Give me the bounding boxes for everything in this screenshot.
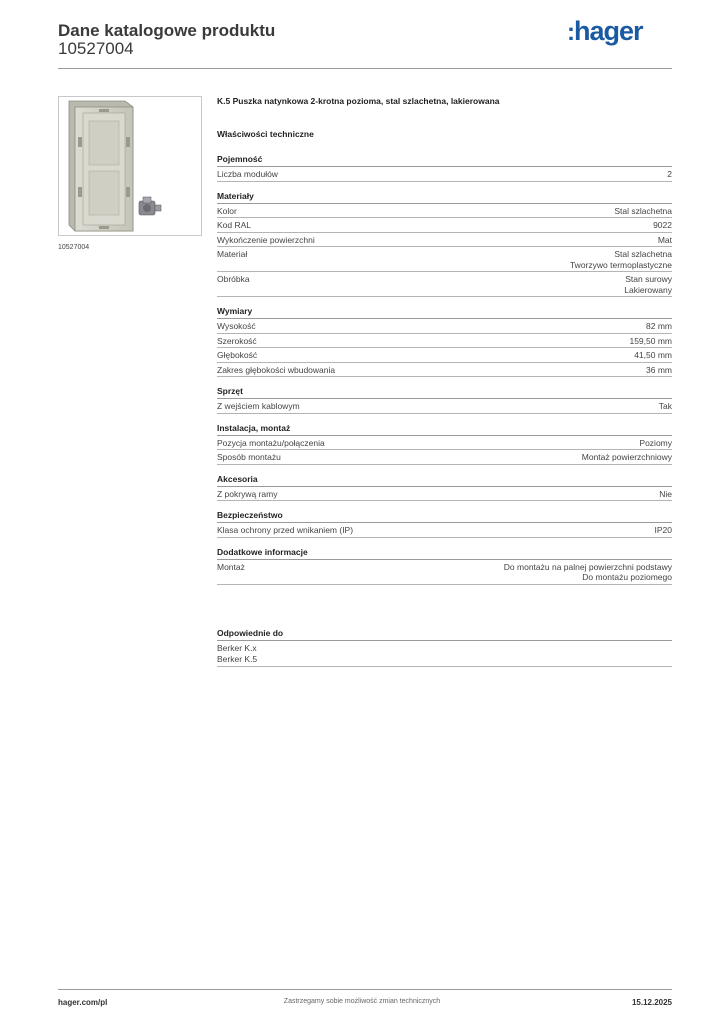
spec-row bbox=[217, 560, 672, 585]
spec-groups bbox=[217, 154, 672, 585]
spec-value bbox=[667, 169, 672, 180]
spec-value-line: Tak bbox=[658, 401, 672, 411]
suitable-title: Odpowiednie do bbox=[217, 628, 672, 641]
product-title: K.5 Puszka natynkowa 2-krotna pozioma, stal szlachetna, lakierowana bbox=[217, 96, 500, 106]
spec-value bbox=[659, 401, 672, 412]
spec-row bbox=[217, 218, 672, 233]
surface-box-illustration bbox=[59, 97, 201, 235]
spec-group-title: Materiały bbox=[217, 191, 672, 204]
spec-value bbox=[653, 220, 672, 231]
spec-group-title: Bezpieczeństwo bbox=[217, 510, 672, 523]
spec-row bbox=[217, 487, 672, 502]
spec-group-title: Dodatkowe informacje bbox=[217, 547, 672, 560]
spec-label: Z pokrywą ramy bbox=[217, 488, 278, 499]
header-divider bbox=[58, 68, 672, 69]
spec-label: Wysokość bbox=[217, 321, 256, 331]
spec-value bbox=[629, 336, 672, 347]
spec-group-title: Wymiary bbox=[217, 306, 672, 319]
spec-value-line: Do montażu na palnej powierzchni podstawy bbox=[503, 561, 672, 572]
suitable-list bbox=[217, 641, 672, 667]
footer-divider bbox=[58, 989, 672, 990]
footer-date: 15.12.2025 bbox=[631, 998, 672, 1007]
spec-group-title: Instalacja, montaż bbox=[217, 423, 672, 436]
spec-value-line: Mat bbox=[657, 234, 672, 245]
spec-value bbox=[582, 452, 672, 463]
spec-label: Kolor bbox=[217, 205, 237, 216]
specs-heading: Właściwości techniczne bbox=[217, 129, 314, 139]
spec-label: Pozycja montażu/połączenia bbox=[217, 437, 325, 448]
spec-value bbox=[634, 350, 672, 361]
spec-row bbox=[217, 233, 672, 248]
spec-label: Klasa ochrony przed wnikaniem (IP) bbox=[217, 525, 354, 535]
spec-value bbox=[504, 562, 672, 583]
spec-group bbox=[217, 191, 672, 298]
spec-value-line: Stan surowy bbox=[625, 274, 672, 284]
spec-row bbox=[217, 334, 672, 349]
spec-group-title: Pojemność bbox=[217, 154, 672, 167]
spec-label: Materiał bbox=[217, 249, 248, 259]
spec-value bbox=[659, 489, 672, 500]
spec-row bbox=[217, 399, 672, 414]
spec-value-line: IP20 bbox=[654, 525, 672, 535]
spec-group bbox=[217, 547, 672, 585]
technical-specs bbox=[217, 129, 672, 594]
spec-value-line: 2 bbox=[667, 169, 672, 179]
spec-label: Zakres głębokości wbudowania bbox=[217, 364, 336, 375]
suitable-for-section bbox=[217, 628, 672, 667]
spec-row bbox=[217, 272, 672, 297]
spec-value-line: Tworzywo termoplastyczne bbox=[569, 259, 672, 270]
spec-value-line: Stal szlachetna bbox=[614, 205, 672, 216]
spec-value bbox=[614, 206, 672, 217]
spec-group bbox=[217, 386, 672, 414]
spec-value-line: 9022 bbox=[653, 220, 672, 230]
spec-label: Szerokość bbox=[217, 335, 257, 346]
footer-website-link[interactable]: hager.com/pl bbox=[58, 998, 108, 1007]
spec-value-line: Do montażu poziomego bbox=[582, 572, 672, 582]
spec-value bbox=[624, 274, 672, 295]
product-image bbox=[58, 96, 202, 236]
spec-value-line: Stal szlachetna bbox=[614, 249, 672, 259]
hager-logo[interactable]: :hager bbox=[567, 16, 643, 46]
spec-row bbox=[217, 450, 672, 465]
spec-value-line: Nie bbox=[659, 488, 672, 499]
image-caption: 10527004 bbox=[58, 244, 90, 251]
cable-gland bbox=[139, 197, 161, 215]
spec-group bbox=[217, 423, 672, 465]
spec-label: Z wejściem kablowym bbox=[217, 401, 300, 411]
spec-value bbox=[658, 235, 672, 246]
spec-row bbox=[217, 363, 672, 378]
spec-row bbox=[217, 167, 672, 182]
spec-value bbox=[646, 365, 672, 376]
spec-row bbox=[217, 319, 672, 334]
spec-group-title: Akcesoria bbox=[217, 474, 672, 487]
spec-group bbox=[217, 510, 672, 538]
spec-value bbox=[570, 249, 672, 270]
spec-group bbox=[217, 474, 672, 502]
spec-group bbox=[217, 154, 672, 182]
product-code: 10527004 bbox=[58, 39, 134, 58]
suitable-item: Berker K.5 bbox=[217, 653, 258, 664]
spec-value bbox=[655, 525, 673, 536]
spec-label: Wykończenie powierzchni bbox=[217, 234, 315, 245]
spec-row bbox=[217, 247, 672, 272]
page-title: Dane katalogowe produktu bbox=[58, 21, 276, 40]
spec-value-line: 41,50 mm bbox=[634, 350, 672, 360]
spec-row bbox=[217, 348, 672, 363]
spec-value-line: 82 mm bbox=[646, 321, 672, 331]
spec-value bbox=[639, 438, 672, 449]
spec-value-line: Montaż powierzchniowy bbox=[581, 452, 672, 462]
spec-value-line: Lakierowany bbox=[624, 284, 672, 295]
spec-row bbox=[217, 523, 672, 538]
spec-label: Głębokość bbox=[217, 350, 258, 360]
spec-row bbox=[217, 204, 672, 219]
spec-label: Liczba modułów bbox=[217, 169, 278, 179]
spec-label: Kod RAL bbox=[217, 220, 252, 230]
spec-group bbox=[217, 306, 672, 377]
spec-value bbox=[646, 321, 672, 332]
spec-row bbox=[217, 436, 672, 451]
footer-disclaimer: Zastrzegamy sobie możliwość zmian technicznych bbox=[283, 998, 441, 1005]
spec-label: Obróbka bbox=[217, 274, 250, 284]
spec-group-title: Sprzęt bbox=[217, 386, 672, 399]
spec-value-line: 36 mm bbox=[646, 364, 672, 375]
logo-text: hager bbox=[574, 16, 643, 46]
suitable-item: Berker K.x bbox=[217, 643, 257, 653]
spec-value-line: 159,50 mm bbox=[629, 335, 672, 346]
spec-label: Sposób montażu bbox=[217, 452, 281, 462]
spec-label: Montaż bbox=[217, 561, 245, 572]
spec-value-line: Poziomy bbox=[639, 437, 672, 448]
